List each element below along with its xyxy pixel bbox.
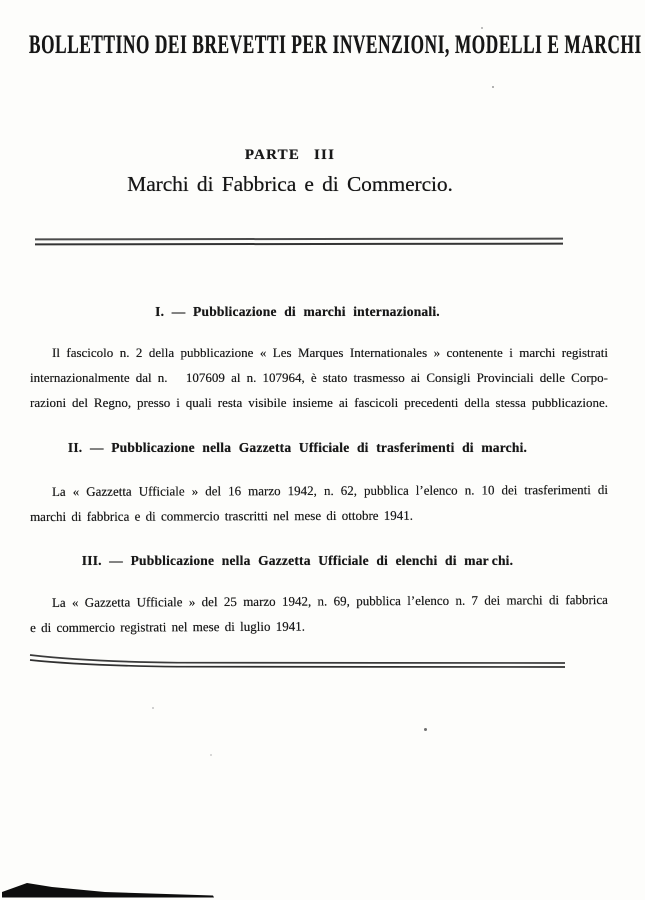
scan-speck <box>424 728 427 731</box>
paragraph-line: internazionalmente dal n. 107609 al n. 107964, è stato trasmesso ai Consigli Provinciali delle Corpo- <box>30 370 608 385</box>
section-3-heading: III. — Pubblicazione nella Gazzetta Ufficiale di elenchi di mar chi. <box>81 553 514 568</box>
scan-speck <box>481 27 483 29</box>
double-rule-bottom <box>28 650 568 674</box>
paragraph-line: marchi di fabbrica e di commercio trascritti nel mese di ottobre 1941. <box>30 507 414 525</box>
paragraph-line: La « Gazzetta Ufficiale » del 16 marzo 1942, n. 62, pubblica l’elenco n. 10 dei trasferimenti di <box>51 482 608 499</box>
paragraph-line: razioni del Regno, presso i quali resta visibile insieme ai fascicoli precedenti della stessa pubblicazione. <box>30 395 608 410</box>
page-curl-shadow <box>0 881 218 900</box>
section-2-paragraph <box>30 477 608 529</box>
rule-line <box>35 242 563 245</box>
part-title: Marchi di Fabbrica e di Commercio. <box>127 172 453 196</box>
scan-speck <box>210 754 212 756</box>
double-rule-top <box>35 238 563 245</box>
paragraph-line: e di commercio registrati nel mese di luglio 1941. <box>30 618 305 636</box>
scan-speck <box>492 86 494 88</box>
scan-speck <box>152 707 154 709</box>
paragraph-line: La « Gazzetta Ufficiale » del 25 marzo 1942, n. 69, pubblica l’elenco n. 7 dei marchi di fabbrica <box>51 592 608 610</box>
part-label: PARTE III <box>244 147 336 163</box>
paragraph-line: Il fascicolo n. 2 della pubblicazione « Les Marques Internationales » contenente i marchi registrati <box>52 345 608 360</box>
bulletin-masthead: BOLLETTINO DEI BREVETTI PER INVENZIONI, MODELLI E MARCHI <box>29 30 642 59</box>
section-1-paragraph <box>30 340 608 415</box>
section-2-heading: II. — Pubblicazione nella Gazzetta Ufficiale di trasferimenti di marchi. <box>67 440 528 455</box>
section-3-paragraph <box>30 587 608 640</box>
section-1-heading: I. — Pubblicazione di marchi internazionali. <box>155 304 440 319</box>
